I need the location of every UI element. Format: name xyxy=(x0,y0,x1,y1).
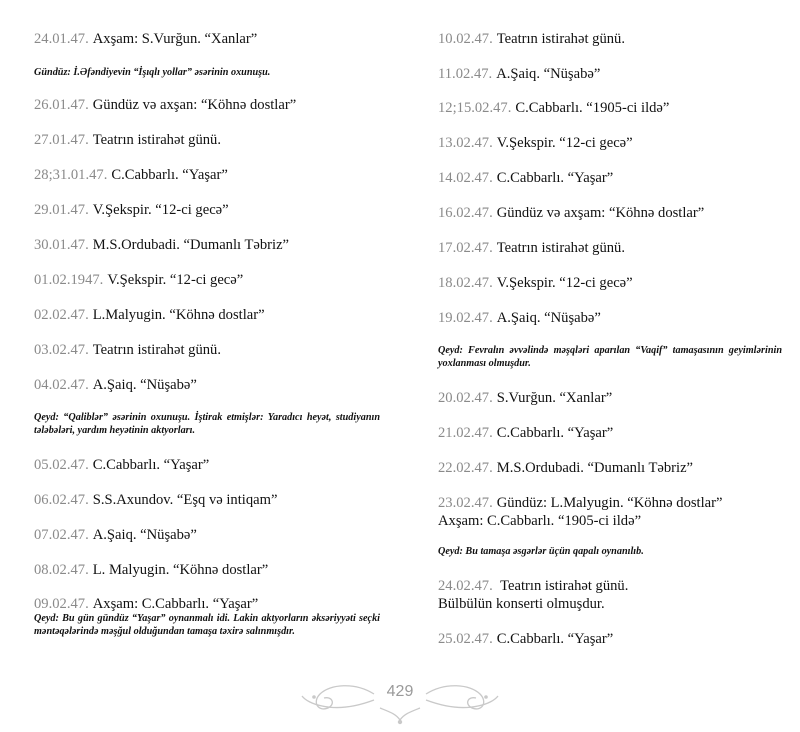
entry-text: Axşam: C.Cabbarlı. “Yaşar” xyxy=(92,596,259,612)
schedule-entry xyxy=(34,201,229,219)
entry-text: Teatrın istirahət günü. xyxy=(92,132,221,148)
entry-date: 08.02.47. xyxy=(34,562,89,578)
entry-text: V.Şekspir. “12-ci gecə” xyxy=(496,275,633,291)
entry-date: 14.02.47. xyxy=(438,170,493,186)
note: Qeyd: Fevralın əvvəlində məşqləri aparılan “Vaqif” tamaşasının geyimlərinin yoxlanması olmuşdur. xyxy=(438,345,782,369)
entry-date: 13.02.47. xyxy=(438,135,493,151)
entry-date: 01.02.1947. xyxy=(34,272,104,288)
entry-text: Teatrın istirahət günü. xyxy=(496,240,625,256)
note: Qeyd: Bu gün gündüz “Yaşar” oynanmalı idi. Lakin aktyorların əksəriyyəti seçki məntəqələrində məşğul olduğundan tamaşa təxirə salınmışdır. xyxy=(34,613,380,637)
entry-text: Teatrın istirahət günü. xyxy=(496,31,625,47)
entry-text: C.Cabbarlı. “1905-ci ildə” xyxy=(515,100,670,116)
schedule-entry xyxy=(34,376,197,394)
entry-date: 05.02.47. xyxy=(34,457,89,473)
entry-text: V.Şekspir. “12-ci gecə” xyxy=(92,202,229,218)
schedule-entry xyxy=(438,309,601,327)
schedule-entry xyxy=(438,65,600,83)
entry-date: 09.02.47. xyxy=(34,596,89,612)
entry-date: 04.02.47. xyxy=(34,377,89,393)
entry-text: V.Şekspir. “12-ci gecə” xyxy=(107,272,244,288)
entry-text: Axşam: S.Vurğun. “Xanlar” xyxy=(92,31,258,47)
entry-date: 26.01.47. xyxy=(34,97,89,113)
schedule-entry xyxy=(438,30,625,48)
schedule-entry xyxy=(438,577,628,613)
entry-date: 24.02.47. xyxy=(438,578,493,594)
entry-date: 02.02.47. xyxy=(34,307,89,323)
entry-date: 30.01.47. xyxy=(34,237,89,253)
entry-text: Teatrın istirahət günü. xyxy=(92,342,221,358)
entry-date: 20.02.47. xyxy=(438,390,493,406)
schedule-entry xyxy=(34,341,221,359)
entry-text: A.Şaiq. “Nüşabə” xyxy=(496,310,601,326)
schedule-entry xyxy=(438,204,704,222)
schedule-entry xyxy=(34,96,296,114)
entry-text: C.Cabbarlı. “Yaşar” xyxy=(111,167,228,183)
entry-date: 21.02.47. xyxy=(438,425,493,441)
entry-text: A.Şaiq. “Nüşabə” xyxy=(92,527,197,543)
schedule-entry xyxy=(34,30,257,48)
entry-text: L. Malyugin. “Köhnə dostlar” xyxy=(92,562,269,578)
entry-date: 18.02.47. xyxy=(438,275,493,291)
entry-date: 03.02.47. xyxy=(34,342,89,358)
entry-date: 24.01.47. xyxy=(34,31,89,47)
schedule-entry xyxy=(438,134,633,152)
entry-text: C.Cabbarlı. “Yaşar” xyxy=(496,425,614,441)
entry-date: 22.02.47. xyxy=(438,460,493,476)
entry-text: A.Şaiq. “Nüşabə” xyxy=(92,377,197,393)
entry-text: C.Cabbarlı. “Yaşar” xyxy=(496,170,614,186)
entry-text: M.S.Ordubadi. “Dumanlı Təbriz” xyxy=(92,237,290,253)
entry-date: 23.02.47. xyxy=(438,495,493,511)
entry-date: 06.02.47. xyxy=(34,492,89,508)
schedule-entry xyxy=(34,491,277,509)
entry-date: 12;15.02.47. xyxy=(438,100,512,116)
schedule-entry xyxy=(34,595,258,613)
entry-date: 27.01.47. xyxy=(34,132,89,148)
entry-date: 29.01.47. xyxy=(34,202,89,218)
entry-date: 28;31.01.47. xyxy=(34,167,108,183)
page-number: 429 xyxy=(386,683,414,700)
schedule-entry xyxy=(438,424,613,442)
entry-text: Gündüz və axşan: “Köhnə dostlar” xyxy=(92,97,297,113)
schedule-entry xyxy=(438,494,722,530)
schedule-entry xyxy=(438,630,613,648)
schedule-entry xyxy=(34,271,243,289)
note: Gündüz: İ.Əfəndiyevin “İşıqlı yollar” əsərinin oxunuşu. xyxy=(34,67,271,78)
schedule-entry xyxy=(34,526,197,544)
page-footer xyxy=(300,676,500,726)
entry-text: Gündüz: L.Malyugin. “Köhnə dostlar” xyxy=(496,495,723,511)
schedule-entry xyxy=(34,306,265,324)
entry-date: 17.02.47. xyxy=(438,240,493,256)
schedule-entry xyxy=(438,389,612,407)
entry-date: 10.02.47. xyxy=(438,31,493,47)
entry-date: 16.02.47. xyxy=(438,205,493,221)
entry-text: S.S.Axundov. “Eşq və intiqam” xyxy=(92,492,278,508)
schedule-entry xyxy=(438,459,693,477)
entry-text-line2: Axşam: C.Cabbarlı. “1905-ci ildə” xyxy=(438,513,642,529)
entry-date: 25.02.47. xyxy=(438,631,493,647)
note: Qeyd: “Qaliblər” əsərinin oxunuşu. İştirak etmişlər: Yaradıcı heyət, studiyanın tələbələri, yardım heyətinin aktyorları. xyxy=(34,412,380,436)
schedule-entry xyxy=(34,561,268,579)
schedule-entry xyxy=(34,166,228,184)
entry-text: S.Vurğun. “Xanlar” xyxy=(496,390,613,406)
schedule-entry xyxy=(438,99,669,117)
schedule-entry xyxy=(34,131,221,149)
entry-text-line2: Bülbülün konserti olmuşdur. xyxy=(438,596,605,612)
note: Qeyd: Bu tamaşa əsgərlər üçün qapalı oynanılıb. xyxy=(438,546,644,557)
entry-date: 07.02.47. xyxy=(34,527,89,543)
schedule-entry xyxy=(438,169,613,187)
entry-text: M.S.Ordubadi. “Dumanlı Təbriz” xyxy=(496,460,694,476)
schedule-entry xyxy=(34,456,209,474)
schedule-entry xyxy=(34,236,289,254)
schedule-entry xyxy=(438,239,625,257)
entry-text: Teatrın istirahət günü. xyxy=(496,578,629,594)
entry-text: C.Cabbarlı. “Yaşar” xyxy=(496,631,614,647)
entry-date: 19.02.47. xyxy=(438,310,493,326)
entry-date: 11.02.47. xyxy=(438,66,493,82)
entry-text: C.Cabbarlı. “Yaşar” xyxy=(92,457,210,473)
entry-text: L.Malyugin. “Köhnə dostlar” xyxy=(92,307,265,323)
entry-text: A.Şaiq. “Nüşabə” xyxy=(496,66,601,82)
entry-text: V.Şekspir. “12-ci gecə” xyxy=(496,135,633,151)
schedule-entry xyxy=(438,274,633,292)
entry-text: Gündüz və axşam: “Köhnə dostlar” xyxy=(496,205,705,221)
